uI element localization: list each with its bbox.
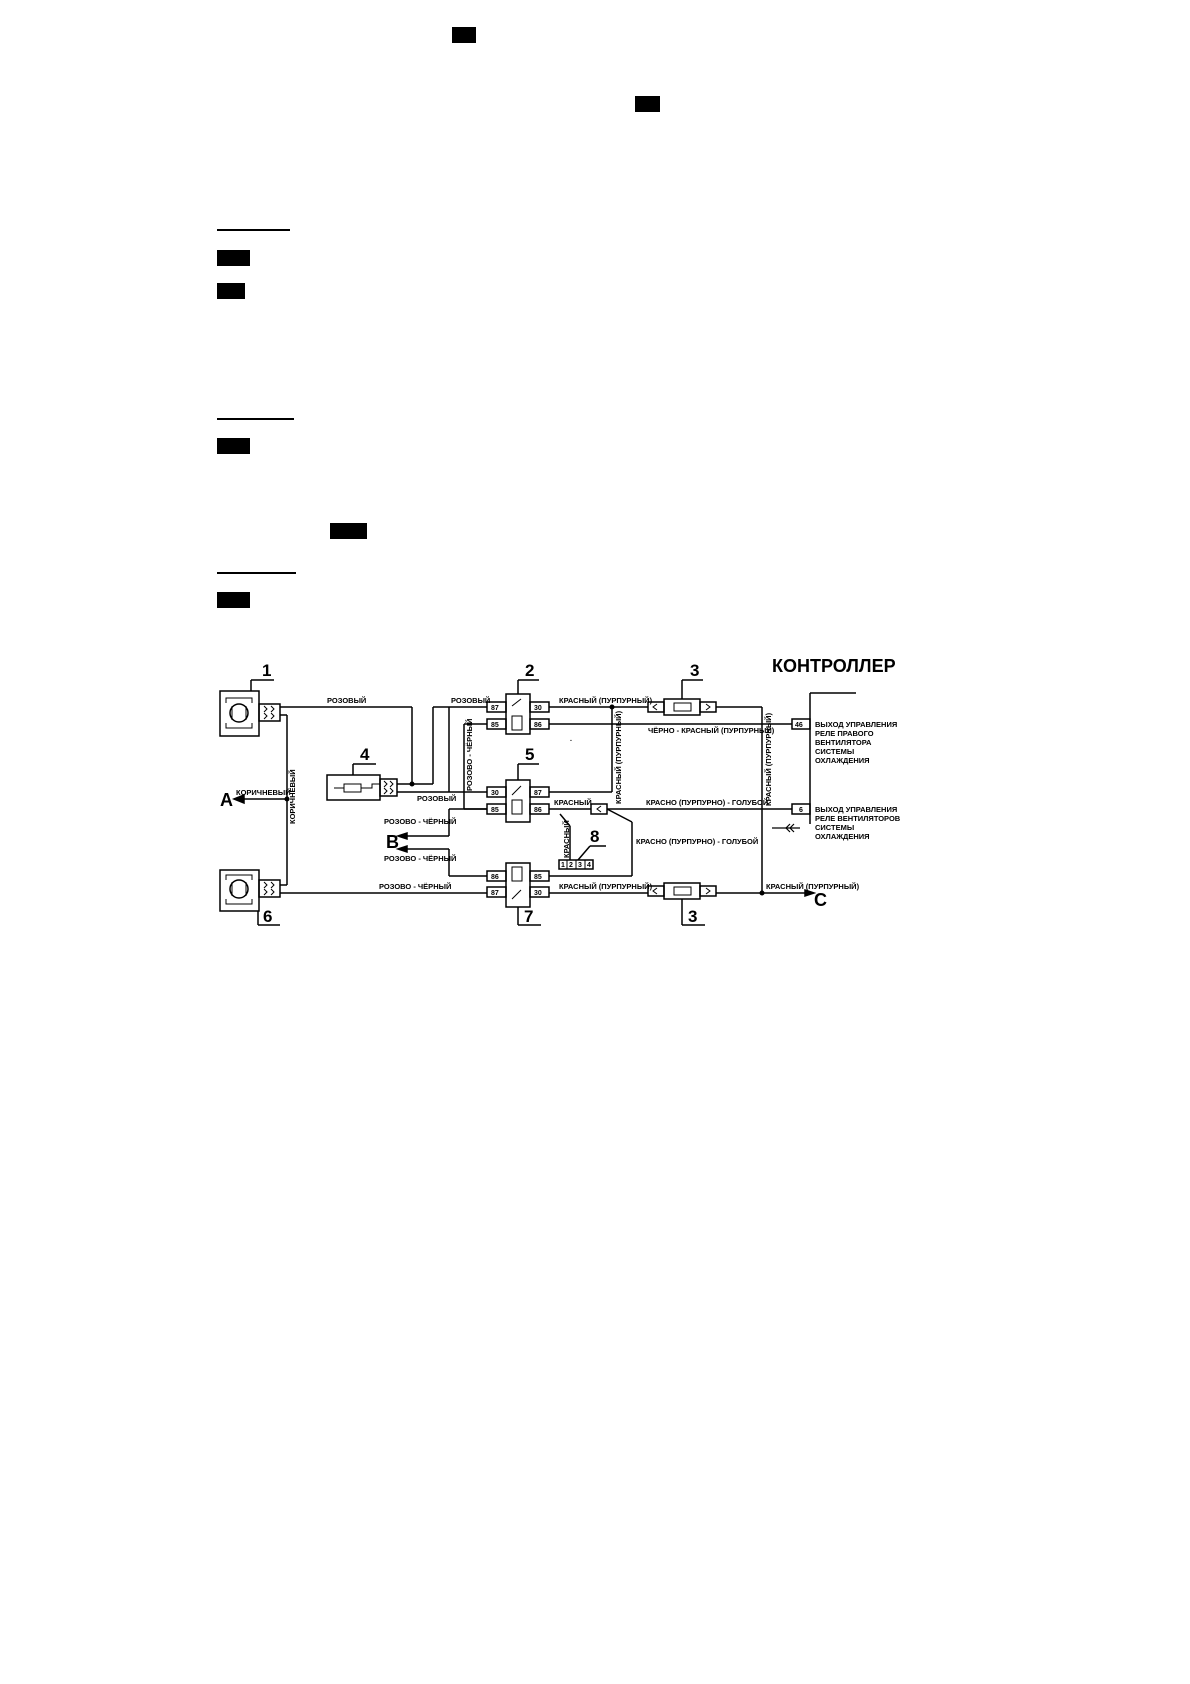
relay-pin-label: 86 — [534, 807, 542, 814]
relay-pin-label: 30 — [534, 705, 542, 712]
wire-label: КРАСНО (ПУРПУРНО) - ГОЛУБОЙ — [636, 837, 759, 846]
fuse-3-bottom — [648, 883, 716, 899]
arrow-b-icon — [398, 846, 407, 852]
relay-pin-label: 87 — [491, 890, 499, 897]
controller-output-1-line: ВЫХОД УПРАВЛЕНИЯ — [815, 720, 898, 729]
callout-3: 3 — [690, 661, 700, 680]
relay-pin-label: 85 — [534, 874, 542, 881]
controller-pin-6-label: 6 — [799, 807, 803, 814]
output-c-label: C — [814, 890, 827, 910]
wire-label: РОЗОВЫЙ — [327, 696, 367, 705]
controller-output-1-line: ОХЛАЖДЕНИЯ — [815, 756, 870, 765]
stray-dot: . — [570, 736, 572, 743]
fuse-3-top — [648, 699, 716, 715]
callout-2: 2 — [525, 661, 535, 680]
callout-6: 6 — [263, 907, 273, 926]
arrow-b-icon — [398, 833, 407, 839]
callout-1: 1 — [262, 661, 272, 680]
controller-output-2-line: ВЫХОД УПРАВЛЕНИЯ — [815, 805, 898, 814]
wire-label: ЧЁРНО - КРАСНЫЙ (ПУРПУРНЫЙ) — [648, 726, 775, 735]
wire-label: КОРИЧНЕВЫЙ — [236, 788, 291, 797]
relay-pin-label: 30 — [491, 790, 499, 797]
connector-8-pin: 3 — [578, 862, 582, 869]
single-connector — [591, 804, 607, 814]
callout-4: 4 — [360, 745, 370, 764]
wire-junction — [760, 891, 764, 895]
wire-label: РОЗОВО - ЧЁРНЫЙ — [384, 854, 457, 863]
relay-7 — [487, 863, 549, 907]
input-arrow-icon — [772, 824, 800, 832]
resistor-4 — [327, 775, 397, 800]
callout-5: 5 — [525, 745, 535, 764]
wire-label: КРАСНЫЙ (ПУРПУРНЫЙ) — [766, 882, 860, 891]
relay-pin-label: 86 — [534, 722, 542, 729]
wire-label: КРАСНО (ПУРПУРНО) - ГОЛУБОЙ — [646, 798, 769, 807]
relay-pin-label: 85 — [491, 807, 499, 814]
relay-5 — [487, 780, 549, 822]
wire-label: РОЗОВЫЙ — [451, 696, 491, 705]
connector-8-pin: 2 — [569, 862, 573, 869]
callout-7: 7 — [524, 907, 534, 926]
relay-pin-label: 86 — [491, 874, 499, 881]
controller-title: КОНТРОЛЛЕР — [772, 656, 896, 676]
wire-label: КРАСНЫЙ (ПУРПУРНЫЙ) — [614, 710, 623, 804]
wire-label: РОЗОВО - ЧЁРНЫЙ — [384, 817, 457, 826]
wire-label: КРАСНЫЙ (ПУРПУРНЫЙ) — [559, 696, 653, 705]
wire-label: КРАСНЫЙ (ПУРПУРНЫЙ) — [559, 882, 653, 891]
wire-label: КРАСНЫЙ — [562, 820, 571, 858]
relay-pin-label: 85 — [491, 722, 499, 729]
controller-output-1-line: СИСТЕМЫ — [815, 747, 855, 756]
fan-motor-1 — [220, 691, 280, 736]
connector-8-pin: 4 — [587, 862, 591, 869]
controller-output-2-line: РЕЛЕ ВЕНТИЛЯТОРОВ — [815, 814, 901, 823]
output-a-label: A — [220, 790, 233, 810]
relay-pin-label: 87 — [491, 705, 499, 712]
wire-label: КОРИЧНЕВЫЙ — [288, 769, 297, 824]
relay-pin-label: 30 — [534, 890, 542, 897]
controller-output-1-line: ВЕНТИЛЯТОРА — [815, 738, 872, 747]
callout-3: 3 — [688, 907, 698, 926]
controller-output-1-line: РЕЛЕ ПРАВОГО — [815, 729, 874, 738]
output-b-label: B — [386, 832, 399, 852]
callout-8: 8 — [590, 827, 600, 846]
wire-label: РОЗОВО - ЧЁРНЫЙ — [379, 882, 452, 891]
controller-pin-46-label: 46 — [795, 722, 803, 729]
controller-output-2-line: СИСТЕМЫ — [815, 823, 855, 832]
wire-label: КРАСНЫЙ — [554, 798, 592, 807]
wire-label: РОЗОВЫЙ — [417, 794, 457, 803]
fan-motor-6 — [220, 870, 280, 911]
relay-pin-label: 87 — [534, 790, 542, 797]
callout-leader-8 — [578, 846, 590, 860]
wire-label: РОЗОВО - ЧЁРНЫЙ — [465, 718, 474, 791]
wire-krasno-goluboi — [607, 809, 632, 822]
wire-label: КРАСНЫЙ (ПУРПУРНЫЙ) — [764, 712, 773, 806]
controller-output-2-line: ОХЛАЖДЕНИЯ — [815, 832, 870, 841]
connector-8-pin: 1 — [561, 862, 565, 869]
